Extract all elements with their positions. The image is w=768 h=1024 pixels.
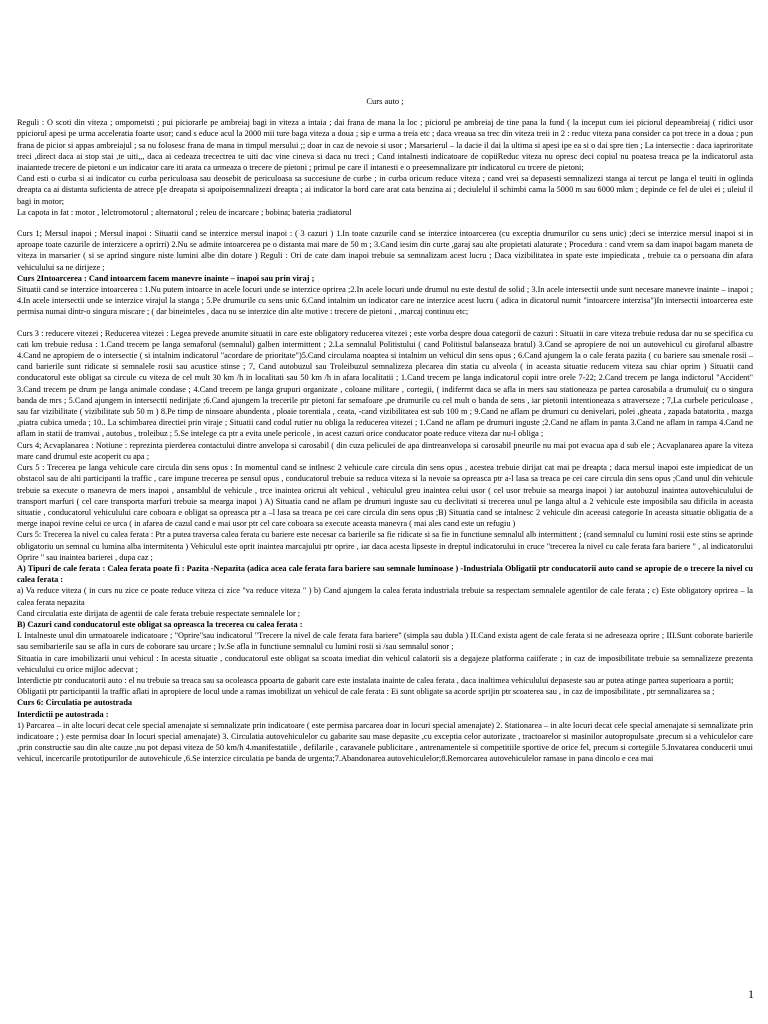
paragraph-curs5-cale-ferata: Curs 5: Trecerea la nivel cu calea ferata : Ptr a putea traversa calea ferata cu bariere este necesar ca barierile sa fie ridicate si sa fie in functiune semnalul alb intermittent ; (cand semnalul cu lumini rosii este stins se aprinde obligatoriu un semnal cu lumina alba intermitenta ) Vehiculul este oprit inaintea marcajului ptr oprire , iar daca acesta lipseste in dreptul indicatorului in cruce "trecerea la nivel cu cale ferata fara bariere " , al indicatorului Oprire " sau inaintea barierei , dupa caz ; — [17, 530, 753, 562]
paragraph-curs6: Curs 6: Circulatia pe autostrada — [17, 698, 133, 708]
paragraph-curs2: Curs 2Intoarcerea : Cand intoarcem facem manevre inainte – inapoi sau prin viraj ; — [17, 273, 315, 283]
paragraph-curs5-sens-opus: Curs 5 : Trecerea pe langa vehicule care circula din sens opus : In momentul cand se intlnesc 2 vehicule care circula din sens opus , acestea trebuie dirijat cat mai pe dreapta ; daca mersul inapoi este impiedicat de un obstacol sau de alti participanti la traffic , care impune trecerea pe sensul opus , conducatorul trebuie sa reduca viteza si la nevoie sa opreasca ptr a-l lasa sa treaca pe cei care circula din sens opus ;Cand unul din vehicule trebuie sa execute o manevra de mers inapoi , ansamblul de vehicule , trce inaintea oricrui alt vehicul , vehiculul greu inaintea celui usor ( cel usor trebuie sa mearga inapoi ) iar autobuzul inaintea autovehiculului de transport marfuri ( cel care transporta marfuri trebuie sa mearga inapoi ) A) Situatia cand ne aflam pe drumuri inguste sau cu declivitati si trecerea unul pe langa altul a 2 vehicule este imposibila sau dificila in aceasta situatie , conducatorul vehiculului care coboara e obligat sa opreasca ptr a –l lasa sa treaca pe cei care circula din sens opus ;B) Situatia cand se intalnesc 2 vehicule din aceeasi categorie In aceasta situatie obligatia de a merge inapoi revine celui ce urca ( in afarea de cazul cand e mai usor ptr cel care coboara sa execute aceasta manevra ( mai ales cand este un refugiu ) — [17, 463, 753, 529]
page-number: 1 — [748, 987, 754, 1001]
document-page — [17, 96, 753, 765]
paragraph-obligatii-participanti: Obligatii ptr participantii la traffic aflati in apropiere de locul unde a ramas imobilizat un vehicul de cale ferata : Ei sunt obligate sa acorde sprijin ptr scoaterea sau , in caz de imposibilitate , ptr semnalizarea sa ; — [17, 687, 715, 697]
paragraph-curba: Cand esti o curba si ai indicator cu curba periculoasa sau deosebit de periculoasa sa succesiune de curbe ; in curba oricum reduce viteza ; cand vrei sa depasesti semnalizezi stanga ai tercut pe langa el teuiti in oglinda dreapta ca ai distanta suficienta de atrece p[e dreapata si apoipoisemnalizezi dreapta ; ai indicator la bord care arat cata benzina ai ; deciulelul il schimbi cama la 5000 m sau 6000 mkm ; depinde ce fel de ulei ei ; uleiul il bagi in motor; — [17, 174, 753, 206]
paragraph-curs3: Curs 3 : reducere vitezei ; Reducerea vitezei : Legea prevede anumite situatii in care este obligatory reducerea vitezei ; este vorba despre doua categorii de cazuri : Situatii in care viteza trebuie redusa dar nu se specifica cu cati km trebuie redusa : 1.Cand trecem pe langa semaforul (semnalul) galben intermittent ; 2.La semnalul Politistului ( cand Politistul balanseaza bratul) 3.Cand se apropiere de noi un autovehicul cu girofarul albastre 4.Cand ne apropiem de o intersectie ( si intalnim indicatorul "acordare de prioritate")5.Cand circulama noaptea si intalnim un vehicul din sens opus ; 6.Cand ajungem la o cale ferata pazita ( cu bariere sau smenale rosii – cand barierile sunt ridicate si semnalele rosii sau acustice stinse ; 7, Cand autobuzul sau Troleibuzul semnalizeza plecarea din statia cu alveola ( in aceasta situatie reducem viteza sau chiar oprim ) Situatii cand conducatorul este obligat sa circule cu viteza de cel mult 30 km /h in localitati sau 50 km /h in afara localitatii ; 1.Cand trecem pe langa indicatorul copii intre orele 7-22; 2.Cand trecem pe langa indictorul "Accident" 3.Cand trecem pe drum pe langa animale condase ; 4.Cand trecem pe langa grupuri organizate , coloane militare , cortegii, ( indiferrnt daca se afla in mers sau stationeaza pe partea carosabila a drumului( cu o singura banda de mrs ; 5.Cand ajungem in intersectii nedirijate ;6.Cand ajungem la trecerile ptr pietoni far semafoare ,pe drumurile cu cel mult o banda de sens , iar pietonii intentioneaza s atraverseze ; 7,La curbele periculoase , sau far vizibilitate ( vizibilitate sub 50 m ) 8.Pe timp de ninsoare abundenta , ploaie torentiala , ceata, -cand vizibilitatea est sub 100 m ; 9.Cand ne aflam pe drumuri cu denivelari, polei ,gheata , zapada batatorita , mazga ,piatra cubica umeda ; 10.. La schimbarea directiei prin viraje ; Situatii cand codul rutier nu obliga la reducerea vitezei ; 1.Cand ne aflam pe drumuri inguste ;2.Cand ne aflam in panta 3.Cand ne aflam in rampa 4.Cand ne aflam in statii de tramvai , autobus , troleibuz ; 5.Se intelege ca ptr a evita unele pericole , in acest cazuri orice conducator poate reduce viteza dar nu-l obliga ; — [17, 328, 753, 439]
page-title: Curs auto ; — [366, 96, 404, 106]
paragraph-reguli: Reguli : O scoti din viteza ; ompometsti ; pui piciorarle pe ambreiaj bagi in viteza a intaia ; dai frana de mana la loc ; piciorul pe ambreiaj de tine pana la fund ( la inceput cum iei piciorul depeambreiaj ( ridici usor ppiciorul apesi pe urma acceleratia foarte usor; cand s educe acul la 2000 mii ture baga viteza a doua ; sip e urma a treia etc ; daca vreaua sa trec din viteza treii in 2 : reduc viteza pana consider ca pot trece in a doua ; pun frana de picior si appas ambreiajul ; sa nu folosesc frana de mana in timpul mersului ;; doar in caz de nevoie si usor ; Marsarierul – la dacie il dai la ultima si apesi ipe ea si o dai spre tien ; La intersectie : daca iapriroritate treci ,direct daca ai stop stai ,te uiti,,, daca ai cedeaza trecectrea te uiti dac vine cineva si daca nu treci ; Cand intalnesti indicatoare de copiiReduc viteza nu opresc deci copiul nu poatesa treaca pe la indicatorul asta inaiantede trecere de pietoni e un indicator care iti arata ca urmeaza o trecere de pietoni ; primul pe care il intanesti e o preesemnalizare ptr indicatorul cu trcere de pietoni; — [17, 118, 753, 173]
paragraph-cazuri-oprire: B) Cazuri cand conducatorul este obligat sa opreasca la trecerea cu calea ferata : — [17, 619, 303, 629]
paragraph-imobilizare: Situatia in care imobilizarii unui vehicul : In acesta situatie , conducatorul este obligat sa scoata imediat din vehicul calatorii sis a degajeze platforma caiiferate ; in caz de imposibilitate trebuie sa semnalizeze prezenta vehiculului cu orice mijloc adecvat ; — [17, 653, 753, 674]
paragraph-curs4: Curs 4; Acvaplanarea : Notiune : reprezinta pierderea contactului dintre anvelopa si carosabil ( din cuza peliculei de apa dintreanvelopa si carosabil pneurile nu mai pot evacua apa d sub ele ; Acvaplanarea apare la viteza mare cand drumul este acoperit cu apa ; — [17, 440, 753, 461]
paragraph-interdictii-list: 1) Parcarea – in alte locuri decat cele special amenajate si semnalizate prin indicatoare ( este permisa parcarea doar in locuri special amenajate) 2. Stationarea – in alte locuri decat cele special amenajate si semnalizate prin indicatoare ; ) este permisa doar In locuri special amenajate) 3. Circulatia autovehiculelor cu gabarite sau mase depasite ,cu exceptia celor autorizate , tractoarelor si masinilor autopropulsate ,precum si a vehiculelor care ,prin constructie sau din alte cauze ,nu pot depasi viteza de 50 km/h 4.manifestatiile , defilarile , caravanele publicitare , antrenamentele si competitiile sportive de orice fel, precum si cortegiile 5.Invatarea conducerii unui vehicul, incercarile prototipurilor de autovehicule ,6.Se interzice circulatia pe banda de urgenta;7.Abandonarea autovehiculelor;8.Remorcarea autovehiculelor ramase in pana dincolo e cea mai — [17, 720, 753, 764]
paragraph-interdictie: Interdictie ptr conducatorii auto : el nu trebuie sa treaca sau sa ocoleasca ppoarta de gabarit care este instalata inainte de calea ferata , daca inaltimea vehiculului depaseste sau ar putea atinge partea superioara a portii; — [17, 675, 734, 685]
paragraph-tipuri-cale-ferata: A) Tipuri de cale ferata : Calea ferata poate fi : Pazita -Nepazita (adica acea cale ferata fara bariere sau semnale luminoase ) -Industriala Obligatii ptr conducatorii auto cand se apropie de o trecere la nivel cu calea ferata : — [17, 563, 753, 585]
paragraph-agenti: Cand circulatia este dirijata de agentii de cale ferata trebuie respectate semnalele lor ; — [17, 608, 301, 618]
paragraph-interdictii-heading: Interdictii pe autostrada : — [17, 709, 109, 719]
paragraph-obligatii-a: a) Va reduce viteza ( in curs nu zice ce poate reduce viteza ci zice "va reduce viteza " ) b) Cand ajungem la calea ferata industriala trebuie sa respectam semnalele agentilor de cale ferata ; c) Este obligatory oprirea – la calea ferata nepazita — [17, 586, 753, 607]
paragraph-indicatoare: I. Intalneste unul din urmatoarele indicatoare ; "Oprire"sau indicatorul "Trecere la nivel de cale ferata fara bariere" (simpla sau dubla ) II.Cand exista agent de cale ferata si ne adreseaza oprire ; III.Sunt coborate barierile sau semibarierile sau se afla in curs de coborare sau urcare ; Iv.Se afla in functiune semnalul cu lumini rosii si /sau semnalul sonor ; — [17, 631, 753, 652]
paragraph-curs1: Curs 1; Mersul inapoi ; Mersul inapoi : Situatii cand se interzice mersul inapoi : ( 3 cazuri ) 1.In toate cazurile cand se interzice intoarcerea (cu exceptia drumurilor cu sens unic) ;deci se interzice mersul inapoi si in aproape toate cazurile de interzicere a oprirri) 2.Nu se admite intoarcerea pe o distanta mai mare de 50 m ; 3.Cand iesim din curte ,garaj sau alte propietati alaturate ; Procedura : cand vrem sa dam inapoi bagam maneta de viteza in marsarier ( si se aprind singure niste lumini albe din dotare ) Reguli : Ori de cate dam inapoi trebuie sa semnalizam acest lucru ; Daca vizibilitatea in spate este impiedicata , trebuie ca o persoana din afara vehiculului sa ne dirijeze ; — [17, 229, 753, 272]
paragraph-capota: La capota in fat : motor , lelctromotorul ; alternatorul ; releu de incarcare ; bobina; bateria ;radiatorul — [17, 207, 352, 217]
paragraph-intoarcere: Situatii cand se interzice intoarcerea : 1.Nu putem intoarce in acele locuri unde se interzice oprirea ;2.In acele locuri unde drumul nu este destul de solid ; 3.In acele intersectii unde sunt necesare manevre inainte – inapoi ; 4.In acele intersectii unde se interzice virajul la stanga ; 5.Pe drumurile cu sens unic 6.Cand intalnim un indicator care ne interzice acest lucru ( adica in dicatorul numit "intoarcere interzisa")In intersectii intoarcerea este permisa numai dintr-o singura miscare ; ( dar bineinteles , daca nu se interzice din alte motive : trecere de pietoni , ,marcaj continuu etc; — [17, 285, 753, 317]
